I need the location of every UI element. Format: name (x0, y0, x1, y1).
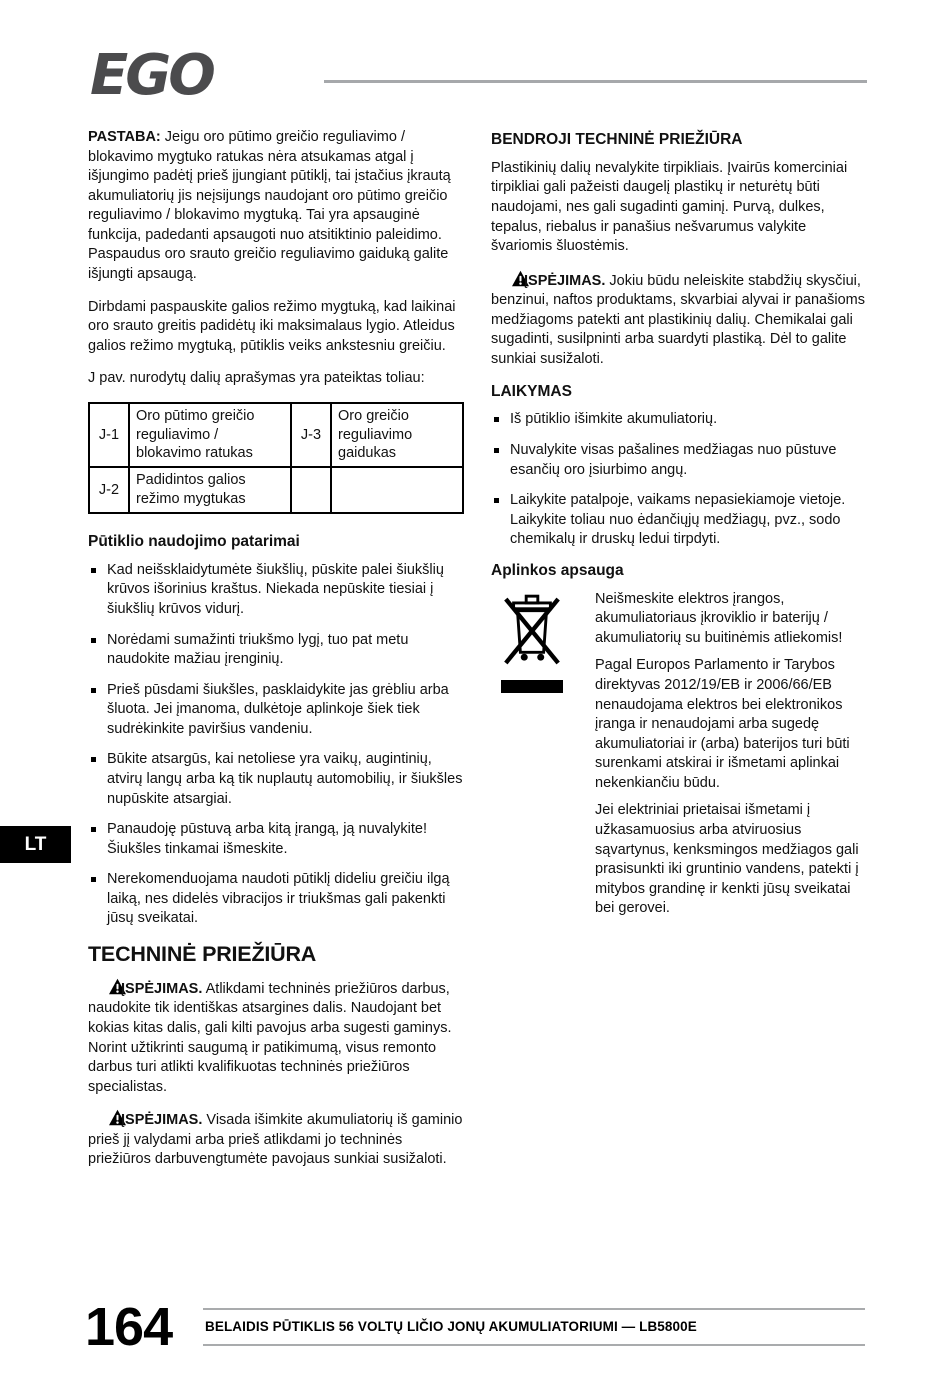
part-key: J-1 (89, 403, 129, 468)
list-item: Nuvalykite visas pašalines medžiagas nuo pūstuve esančių oro įsiurbimo angų. (491, 441, 867, 480)
environment-paragraph: Neišmeskite elektros įrangos, akumuliatoriaus įkroviklio ir baterijų / akumuliatorių su buitinėmis atliekomis! (595, 590, 843, 646)
environment-paragraph: Jei elektriniai prietaisai išmetami į užkasamuosius arba atviruosius sąvartynus, kenksmingos medžiagos gali prasisunkti iki gruntinio vandens, patekti į mitybos grandinę ir kenkti jūsų sveikatai bei gerovei. (595, 802, 859, 917)
weee-black-bar (501, 680, 563, 693)
ego-logo (88, 48, 298, 104)
footer-product-title: BELAIDIS PŪTIKLIS 56 VOLTŲ LIČIO JONŲ AKUMULIATORIUMI — LB5800E (203, 1308, 865, 1345)
warning-label: ĮSPĖJIMAS. (121, 980, 203, 997)
table-row (89, 467, 463, 513)
environment-heading: Aplinkos apsauga (491, 561, 624, 579)
maintenance-heading: TECHNINĖ PRIEŽIŪRA (88, 941, 317, 966)
general-maintenance-text: Plastikinių dalių nevalykite tirpikliais. Įvairūs komerciniai tirpikliai gali pažeisti daugelį plastikų ir neturėtų būti naudojami, nes gali sugadinti gaminį. Purvą, dulkes, tepalus, riebalus ir panašius nešvarumus valykite švariomis šluostėmis. (491, 159, 848, 255)
part-description: Oro pūtimo greičio reguliavimo / blokavimo ratukas (129, 403, 291, 468)
weee-crossed-bin-icon (501, 592, 563, 672)
note-label: PASTABA: (88, 129, 161, 145)
note-paragraph (88, 128, 464, 285)
figure-reference: J pav. nurodytų dalių aprašymas yra pateiktas toliau: (88, 370, 425, 387)
list-item: Norėdami sumažinti triukšmo lygį, tuo pat metu naudokite mažiau įrenginių. (88, 631, 464, 670)
storage-heading: LAIKYMAS (491, 382, 572, 400)
warning-label: ĮSPĖJIMAS. (121, 1112, 203, 1129)
environment-paragraph: Pagal Europos Parlamento ir Tarybos direktyvas 2012/19/EB ir 2006/66/EB nenaudojama elektros bei elektronikos įranga ir nenaudojami arba sugedę akumuliatoriai ir (arba) baterijos turi būti surenkami atskirai ir išmetami aplinkai nekenkiančiu būdu. (595, 657, 850, 791)
warning-text: Visada išimkite akumuliatorių iš gaminio prieš jį valydami arba prieš atlikdami jo techninės priežiūros darbuvengtumėte pavojaus sunkiai susižaloti. (88, 1112, 463, 1168)
part-description: Oro greičio reguliavimo gaidukas (331, 403, 463, 468)
part-key: J-2 (89, 467, 129, 513)
warning-paragraph (88, 1109, 464, 1170)
environment-section (491, 590, 867, 927)
right-column (491, 128, 867, 1182)
part-description (331, 467, 463, 513)
note-text: Jeigu oro pūtimo greičio reguliavimo / blokavimo mygtuko ratukas nėra atsukamas atgal į išjungimo padėtį prieš įjungiant pūtiklį, tai įstačius įkrautą akumuliatorių jis neįsijungs naudojant oro pūtimo greičio reguliavimo / blokavimo mygtuką. Tai yra apsauginė funkcija, padedanti apsaugoti nuo atsitiktinio paleidimo. Paspaudus oro srauto greičio reguliavimo gaiduką galite išjungti apsaugą. (88, 129, 451, 282)
list-item: Laikykite patalpoje, vaikams nepasiekiamoje vietoje. Laikykite toliau nuo ėdančiųjų medžiagų, pvz., sodo chemikalų ir druskų ledui tirpdyti. (491, 491, 867, 550)
part-key (291, 467, 331, 513)
header-divider (324, 80, 867, 83)
storage-list (491, 410, 867, 549)
warning-label: ĮSPĖJIMAS. (524, 272, 606, 289)
page-number: 164 (85, 1297, 173, 1357)
page-footer (85, 1297, 865, 1357)
list-item: Būkite atsargūs, kai netoliese yra vaikų, augintinių, atvirų langų arba ką tik nuplautų automobilių, ir šiukšles nupūskite atsargiai. (88, 750, 464, 809)
content-columns (88, 128, 867, 1182)
tips-list (88, 561, 464, 929)
warning-text: Jokiu būdu neleiskite stabdžių skysčiui, benzinui, naftos produktams, skvarbiai alyvai ir panašioms medžiagoms patekti ant plastikinių dalių. Chemikalai gali sugadinti, susilpninti arba suardyti plastiką. Dėl to galite sunkiai susižaloti. (491, 272, 865, 367)
list-item: Panaudoję pūstuvą arba kitą įrangą, ją nuvalykite! Šiukšles tinkamai išmeskite. (88, 820, 464, 859)
table-row (89, 403, 463, 468)
svg-text:EGO: EGO (90, 48, 213, 104)
language-tab: LT (0, 826, 71, 863)
list-item: Nerekomenduojama naudoti pūtiklį dideliu greičiu ilgą laiką, nes didelės vibracijos ir triukšmas gali pakenkti jūsų sveikatai. (88, 870, 464, 929)
warning-paragraph (491, 270, 867, 370)
left-column (88, 128, 464, 1182)
general-maintenance-heading: BENDROJI TECHNINĖ PRIEŽIŪRA (491, 131, 743, 148)
warning-triangle-icon (98, 978, 117, 995)
list-item: Kad neišsklaidytumėte šiukšlių, pūskite palei šiukšlių krūvos išorinius kraštus. Niekada nepūskite tiesiai į šiukšlių krūvos vidurį. (88, 561, 464, 620)
page-header (88, 48, 867, 104)
part-description: Padidintos galios režimo mygtukas (129, 467, 291, 513)
warning-text: Atlikdami techninės priežiūros darbus, naudokite tik identiškas atsargines dalis. Naudojant bet kokias kitas dalis, gali kilti pavojus arba sugesti gaminys. Norint užtikrinti saugumą ir patikimumą, visus remonto darbus turi atlikti kvalifikuotas techninės priežiūros specialistas. (88, 980, 452, 1095)
warning-triangle-icon (501, 270, 520, 287)
tips-heading: Pūtiklio naudojimo patarimai (88, 532, 300, 550)
list-item: Prieš pūsdami šiukšles, pasklaidykite jas grėbliu arba šluota. Jei įmanoma, dulkėtoje aplinkoje šiek tiek sudrėkinkite paviršius vandeniu. (88, 681, 464, 740)
parts-table (88, 402, 464, 514)
warning-triangle-icon (98, 1109, 117, 1126)
power-mode-paragraph: Dirbdami paspauskite galios režimo mygtuką, kad laikinai oro srauto greitis padidėtų iki maksimalaus lygio. Atleidus galios režimo mygtuką, pūtiklis veiks ankstesniu greičiu. (88, 298, 456, 354)
part-key: J-3 (291, 403, 331, 468)
weee-icon-column (491, 590, 595, 927)
warning-paragraph (88, 978, 464, 1097)
list-item: Iš pūtiklio išimkite akumuliatorių. (491, 410, 867, 430)
environment-text (595, 590, 867, 927)
